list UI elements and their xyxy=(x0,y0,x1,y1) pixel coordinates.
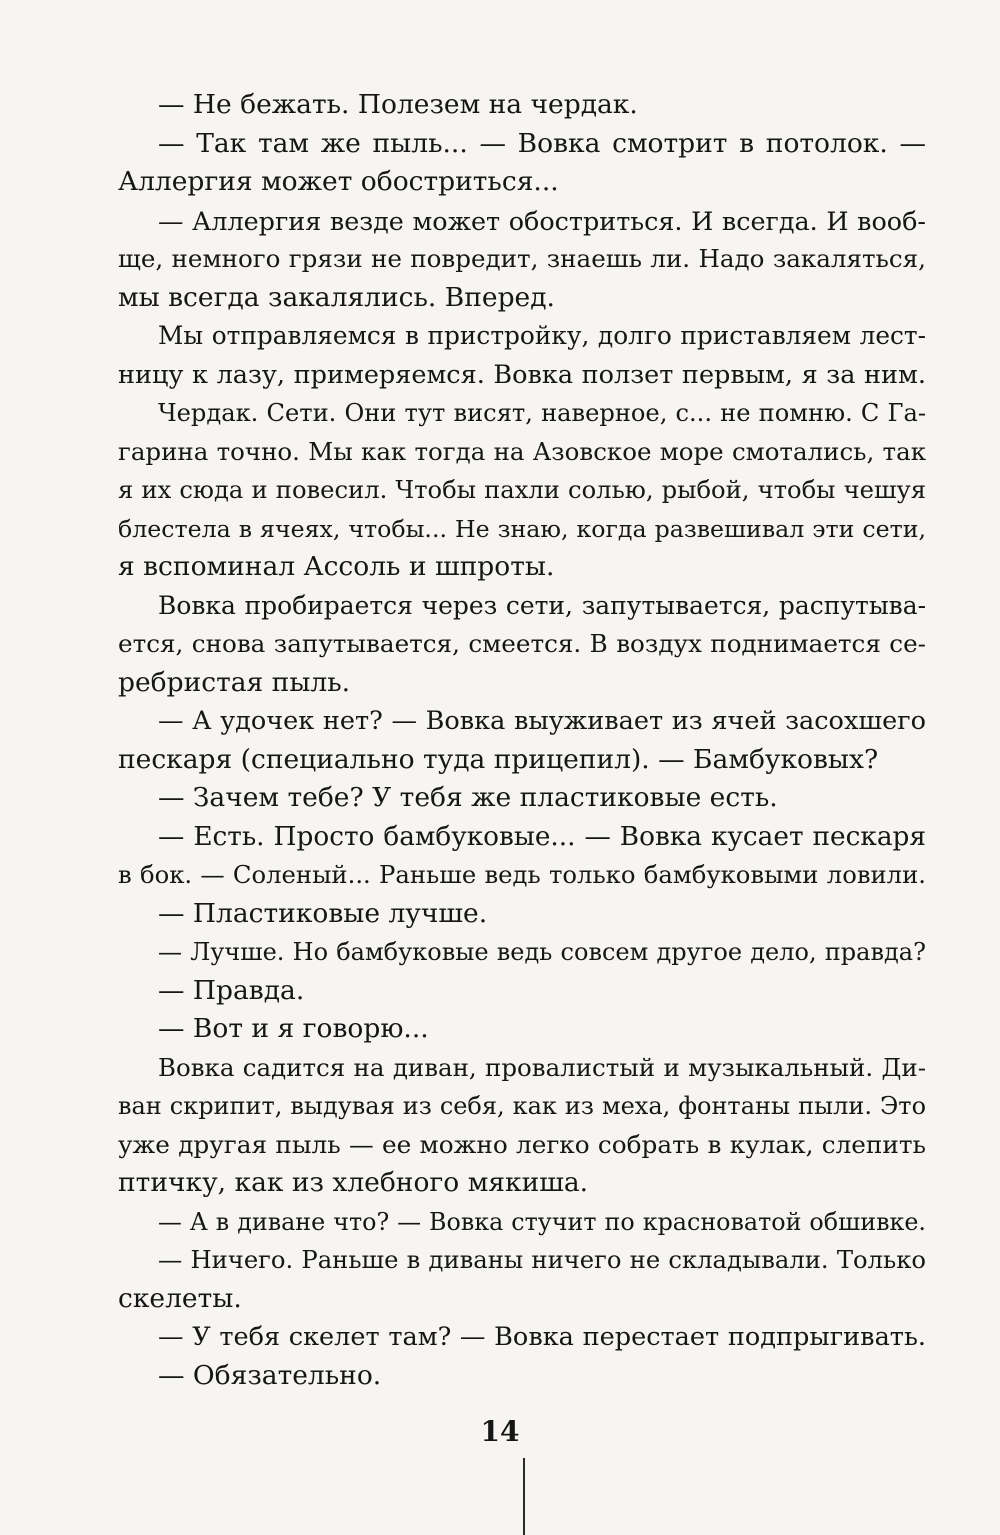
text-line: птичку, как из хлебного мякиша. xyxy=(118,1167,589,1198)
text-line: ется, снова запутывается, смеется. В воздух поднимается се- xyxy=(118,629,926,658)
gutter-line xyxy=(523,1458,525,1535)
text-line: — У тебя скелет там? — Вовка перестает подпрыгивать. xyxy=(158,1322,926,1352)
text-line: — Есть. Просто бамбуковые... — Вовка кусает пескаря xyxy=(158,821,926,852)
body-text xyxy=(118,86,926,1395)
text-line: — Правда. xyxy=(158,974,305,1006)
text-line: ницу к лазу, примеряемся. Вовка ползет первым, я за ним. xyxy=(118,359,926,390)
text-line: — Обязательно. xyxy=(158,1359,382,1391)
text-line: скелеты. xyxy=(118,1282,242,1314)
text-line: — Аллергия везде может обостриться. И всегда. И вооб- xyxy=(158,205,926,236)
text-line: — Так там же пыль... — Вовка смотрит в потолок. — xyxy=(158,127,926,159)
text-line: — Вот и я говорю... xyxy=(158,1013,429,1044)
text-line: — А удочек нет? — Вовка выуживает из ячей засохшего xyxy=(158,706,926,736)
text-line: — Не бежать. Полезем на чердак. xyxy=(158,89,638,120)
text-line: — Лучше. Но бамбуковые ведь совсем другое дело, правда? xyxy=(158,938,926,966)
text-line: пескаря (специально туда прицепил). — Бамбуковых? xyxy=(118,743,879,775)
text-line: мы всегда закалялись. Вперед. xyxy=(118,281,555,313)
text-line: ребристая пыль. xyxy=(118,666,351,698)
text-line: — А в диване что? — Вовка стучит по красноватой обшивке. xyxy=(158,1207,926,1236)
text-line: Вовка пробирается через сети, запутывается, распутыва- xyxy=(158,590,926,620)
text-line: в бок. — Соленый... Раньше ведь только бамбуковыми ловили. xyxy=(118,860,926,889)
text-line: Аллергия может обостриться... xyxy=(118,166,559,197)
text-line: гарина точно. Мы как тогда на Азовское море смотались, так xyxy=(118,436,926,466)
text-line: я их сюда и повесил. Чтобы пахли солью, рыбой, чтобы чешуя xyxy=(118,476,926,504)
text-line: ван скрипит, выдувая из себя, как из меха, фонтаны пыли. Это xyxy=(118,1092,926,1120)
text-line: — Зачем тебе? У тебя же пластиковые есть. xyxy=(158,782,778,813)
text-line: Вовка садится на диван, провалистый и музыкальный. Ди- xyxy=(158,1052,926,1082)
text-line: — Ничего. Раньше в диваны ничего не складывали. Только xyxy=(158,1245,926,1274)
text-line: блестела в ячеях, чтобы... Не знаю, когда развешивал эти сети, xyxy=(118,514,926,543)
text-line: Мы отправляемся в пристройку, долго приставляем лест- xyxy=(158,321,926,350)
text-line: я вспоминал Ассоль и шпроты. xyxy=(118,551,555,582)
text-line: уже другая пыль — ее можно легко собрать в кулак, слепить xyxy=(118,1129,926,1159)
text-line: ще, немного грязи не повредит, знаешь ли. Надо закаляться, xyxy=(118,244,926,273)
page-number: 14 xyxy=(480,1415,520,1448)
text-line: Чердак. Сети. Они тут висят, наверное, с... не помню. С Га- xyxy=(158,399,926,427)
text-line: — Пластиковые лучше. xyxy=(158,897,488,929)
